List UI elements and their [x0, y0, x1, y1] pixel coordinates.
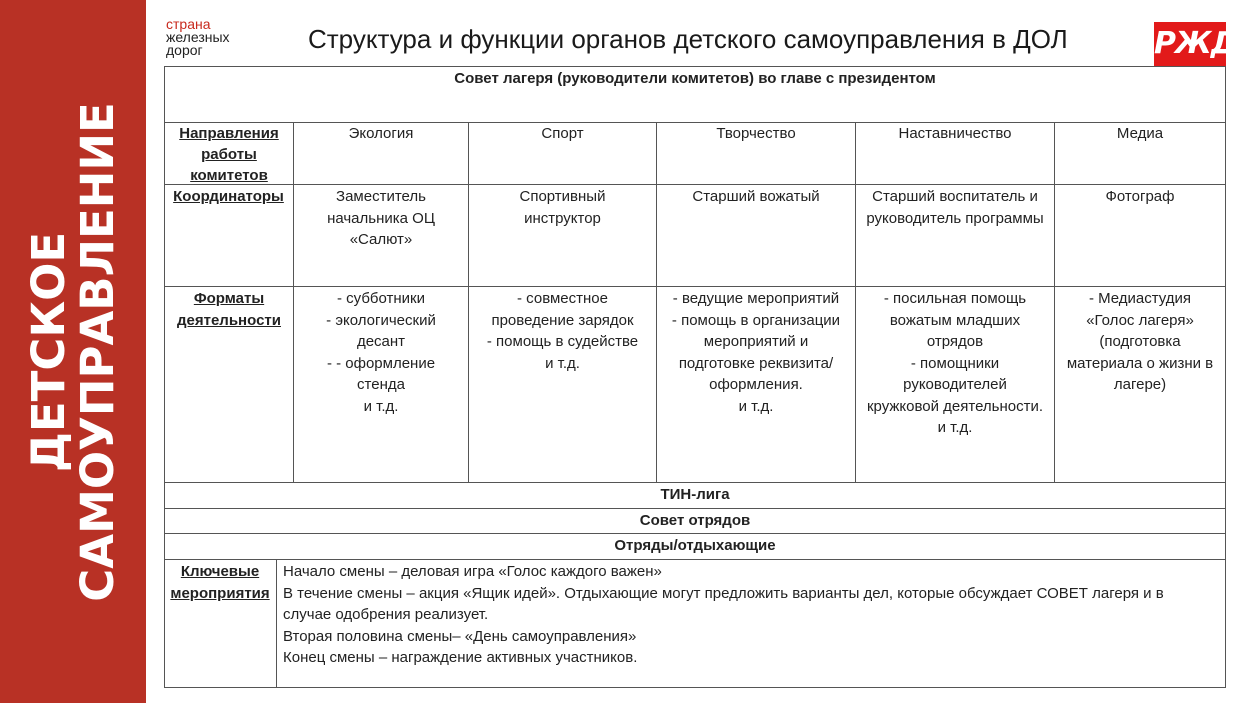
text-line: - - оформление [326, 354, 436, 372]
direction-mentoring: Наставничество [898, 125, 1012, 142]
text-line: и т.д. [738, 397, 774, 415]
key-event-item: Конец смены – награждение активных участников. [283, 649, 638, 666]
direction-sport: Спорт [541, 125, 584, 142]
text-line: - совместное [517, 290, 608, 307]
brand-logo-line2: железных [166, 29, 230, 45]
key-events-label: Ключевые мероприятия [170, 563, 270, 602]
text-line: руководитель программы [866, 209, 1044, 227]
table-border-bottom [164, 687, 1226, 688]
text-line: и т.д. [545, 354, 580, 372]
text-line: Заместитель [336, 188, 426, 205]
brand-logo-line3: дорог [166, 42, 203, 58]
sidebar-title-line1: ДЕТСКОЕ [22, 231, 75, 473]
row-divider [164, 184, 1226, 185]
row-divider [164, 286, 1226, 287]
coordinator-creativity [657, 186, 855, 208]
text-line: «Голос лагеря» [1086, 311, 1194, 329]
format-mentoring [856, 288, 1054, 439]
row-divider [164, 508, 1226, 509]
format-ecology [294, 288, 468, 417]
structure-table [164, 66, 1226, 688]
text-line: вожатым младших [889, 311, 1021, 329]
key-event-item: случае одобрения реализует. [283, 606, 489, 623]
text-line: кружковой деятельности. [866, 397, 1044, 415]
text-line: мероприятий и [703, 333, 809, 350]
column-divider [276, 559, 277, 688]
text-line: - помощники [910, 354, 1000, 372]
text-line: (подготовка [1099, 333, 1181, 350]
text-line: стенда [357, 376, 405, 393]
text-line: материала о жизни в [1066, 354, 1214, 372]
text-line: Старший воспитатель и [872, 188, 1038, 205]
text-line: и т.д. [363, 397, 399, 415]
page-title: Структура и функции органов детского самоуправления в ДОЛ [308, 24, 1068, 54]
rzd-logo: РЖД [1154, 22, 1226, 66]
text-line: подготовке реквизита/ [678, 354, 834, 372]
squad-council-row: Совет отрядов [639, 512, 751, 529]
text-line: и т.д. [937, 419, 973, 436]
row-divider [164, 559, 1226, 560]
text-line: десант [356, 333, 406, 350]
text-line: инструктор [524, 209, 601, 227]
tin-league-row: ТИН-лига [660, 486, 730, 503]
key-event-item: Начало смены – деловая игра «Голос каждого важен» [283, 563, 662, 580]
format-creativity [657, 288, 855, 417]
direction-creativity: Творчество [716, 125, 796, 142]
text-line: проведение зарядок [491, 311, 634, 329]
key-event-item: Вторая половина смены– «День самоуправления» [283, 627, 637, 645]
table-border-right [1225, 66, 1226, 688]
key-events-list [283, 561, 1221, 669]
directions-label: Направления работы комитетов [179, 125, 279, 184]
text-line: - субботники [336, 290, 425, 307]
direction-media: Медиа [1116, 125, 1164, 142]
table-border-left [164, 66, 165, 688]
table-border-top [164, 66, 1226, 67]
text-line: лагере) [1113, 376, 1167, 393]
text-line: - экологический [326, 311, 436, 329]
row-divider [164, 533, 1226, 534]
format-media [1055, 288, 1225, 396]
text-line: Фотограф [1105, 188, 1175, 205]
text-line: - посильная помощь [883, 290, 1027, 307]
text-line: - помощь в судействе [486, 333, 639, 350]
key-event-item: В течение смены – акция «Ящик идей». Отдыхающие могут предложить варианты дел, которые обсуждает СОВЕТ лагеря и в [283, 584, 1164, 602]
text-line: Старший вожатый [692, 188, 820, 205]
format-sport [469, 288, 656, 374]
formats-label: Форматы деятельности [177, 290, 281, 329]
text-line: - помощь в организации [671, 311, 841, 329]
brand-logo [166, 18, 230, 57]
sidebar-title [24, 102, 122, 602]
text-line: руководителей [903, 376, 1007, 393]
brand-logo-line1: страна [166, 16, 211, 32]
coordinator-media [1055, 186, 1225, 208]
sidebar-banner [0, 0, 146, 703]
council-heading: Совет лагеря (руководители комитетов) во главе с президентом [454, 70, 936, 87]
text-line: - Медиастудия [1088, 290, 1192, 307]
coordinators-label: Координаторы [173, 188, 284, 205]
text-line: оформления. [709, 376, 803, 393]
row-divider [164, 482, 1226, 483]
direction-ecology: Экология [348, 125, 414, 142]
coordinator-sport [469, 186, 656, 229]
text-line: начальника ОЦ [327, 209, 435, 227]
coordinator-mentoring [856, 186, 1054, 229]
text-line: отрядов [926, 333, 984, 350]
text-line: Спортивный [519, 188, 606, 205]
squads-row: Отряды/отдыхающие [614, 537, 776, 554]
coordinator-ecology [294, 186, 468, 251]
sidebar-title-line2: САМОУПРАВЛЕНИЕ [71, 102, 124, 602]
text-line: «Салют» [349, 231, 413, 248]
text-line: - ведущие мероприятий [672, 290, 840, 307]
